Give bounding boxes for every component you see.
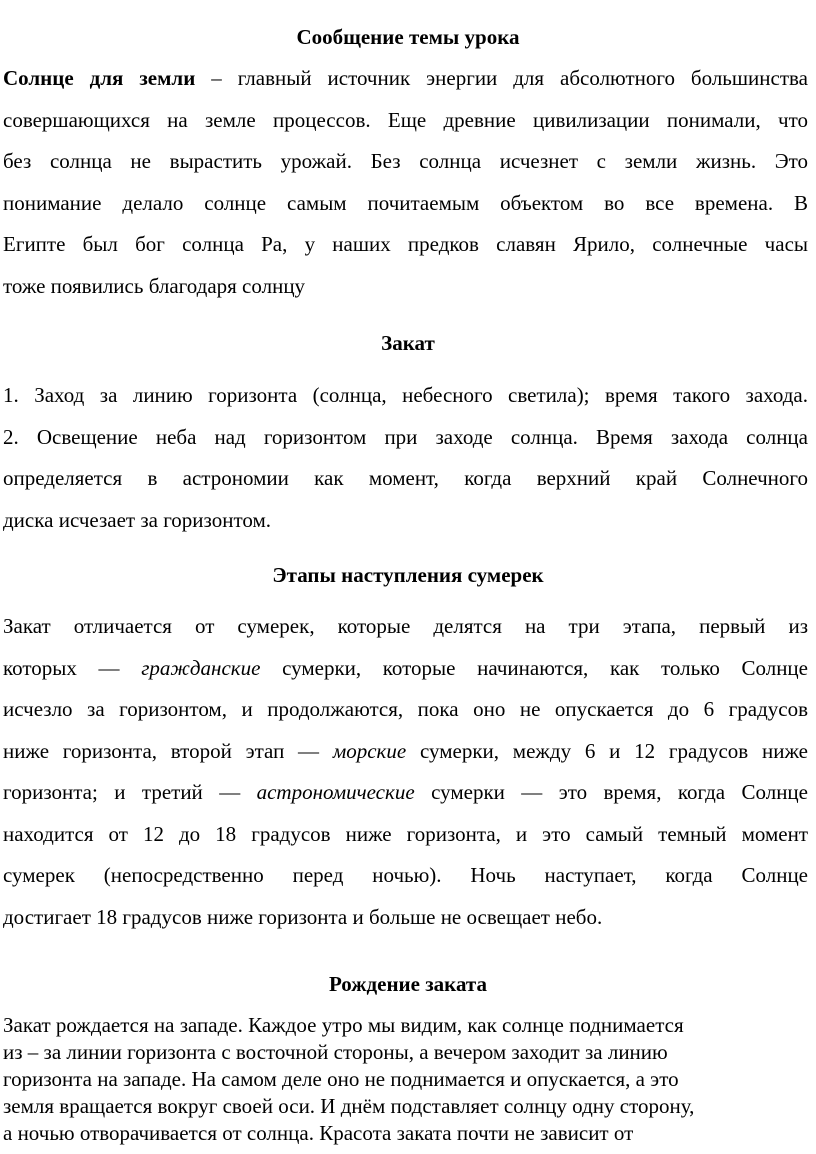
paragraph-sunset-birth xyxy=(3,1012,808,1147)
term-civil-twilight: гражданские xyxy=(141,655,261,680)
section-heading-sunset-birth: Рождение заката xyxy=(329,972,487,996)
paragraph-line: тоже появились благодаря солнцу xyxy=(3,273,306,298)
paragraph-twilight-stages xyxy=(3,606,808,938)
paragraph-line: определяется в астрономии как момент, когда верхний край Солнечного xyxy=(3,466,808,490)
term-astronomical-twilight: астрономические xyxy=(256,780,415,804)
paragraph-line: сумерек (непосредственно перед ночью). Ночь наступает, когда Солнце xyxy=(3,863,808,887)
paragraph-line: Закат отличается от сумерек, которые делятся на три этапа, первый из xyxy=(3,614,808,638)
paragraph-line: Египте был бог солнца Ра, у наших предков славян Ярило, солнечные часы xyxy=(3,232,808,256)
paragraph-line: совершающихся на земле процессов. Еще древние цивилизации понимали, что xyxy=(3,107,808,132)
section-heading-sunset: Закат xyxy=(381,331,435,355)
paragraph-line: земля вращается вокруг своей оси. И днём подставляет солнцу одну сторону, xyxy=(3,1094,695,1118)
term-sun-for-earth: Солнце для земли xyxy=(3,66,196,90)
paragraph-line: понимание делало солнце самым почитаемым объектом во все времена. В xyxy=(3,190,808,215)
paragraph-sun-for-earth xyxy=(3,58,808,307)
paragraph-line: а ночью отворачивается от солнца. Красота заката почти не зависит от xyxy=(3,1121,634,1145)
paragraph-line: горизонта на западе. На самом деле оно не поднимается и опускается, а это xyxy=(3,1067,679,1091)
paragraph-line: достигает 18 градусов ниже горизонта и больше не освещает небо. xyxy=(3,904,603,929)
paragraph-line: исчезло за горизонтом, и продолжаются, пока оно не опускается до 6 градусов xyxy=(3,697,808,721)
paragraph-line: диска исчезает за горизонтом. xyxy=(3,507,271,532)
term-nautical-twilight: морские xyxy=(332,738,407,763)
paragraph-sunset-definition xyxy=(3,375,808,541)
paragraph-line: ниже горизонта, второй этап — морские сумерки, между 6 и 12 градусов ниже xyxy=(3,738,808,763)
paragraph-line: из – за линии горизонта с восточной стороны, а вечером заходит за линию xyxy=(3,1040,668,1064)
paragraph-line: Закат рождается на западе. Каждое утро мы видим, как солнце поднимается xyxy=(3,1013,684,1037)
paragraph-line: Солнце для земли – главный источник энергии для абсолютного большинства xyxy=(3,66,808,90)
paragraph-line: находится от 12 до 18 градусов ниже горизонта, и это самый темный момент xyxy=(3,821,808,846)
paragraph-line: 1. Заход за линию горизонта (солнца, небесного светила); время такого захода. xyxy=(3,383,808,407)
section-heading-lesson-topic: Сообщение темы урока xyxy=(296,25,520,49)
section-heading-twilight-stages: Этапы наступления сумерек xyxy=(272,563,544,587)
paragraph-line: которых — гражданские сумерки, которые начинаются, как только Солнце xyxy=(3,655,808,680)
paragraph-line: горизонта; и третий — астрономические сумерки — это время, когда Солнце xyxy=(3,780,808,804)
paragraph-line: 2. Освещение неба над горизонтом при заходе солнца. Время захода солнца xyxy=(3,424,808,449)
paragraph-line: без солнца не вырастить урожай. Без солнца исчезнет с земли жизнь. Это xyxy=(3,149,808,173)
